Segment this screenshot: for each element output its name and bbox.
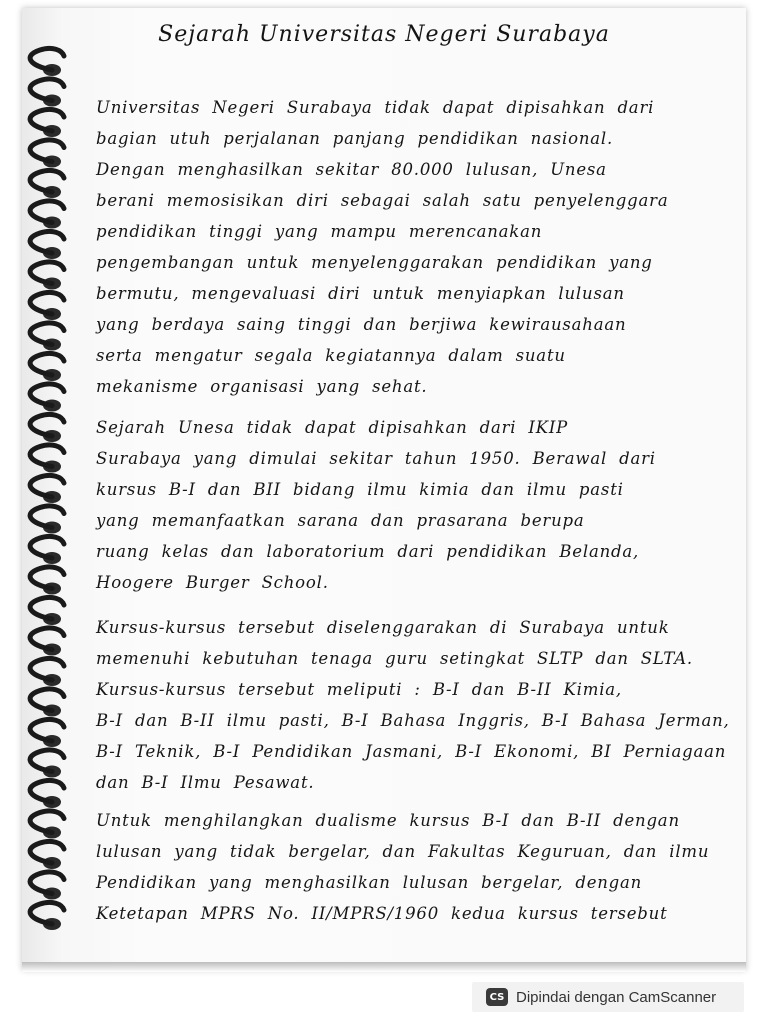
spiral-binding-icon <box>0 40 80 940</box>
text-line: Hoogere Burger School. <box>96 573 329 592</box>
text-line: yang berdaya saing tinggi dan berjiwa kewirausahaan <box>96 315 627 334</box>
page-shadow <box>22 962 746 972</box>
text-line: Sejarah Unesa tidak dapat dipisahkan dari IKIP <box>96 418 569 437</box>
text-line: ruang kelas dan laboratorium dari pendidikan Belanda, <box>96 542 640 561</box>
text-line: Surabaya yang dimulai sekitar tahun 1950. Berawal dari <box>96 449 656 468</box>
camscanner-icon: CS <box>486 988 508 1006</box>
text-line: pengembangan untuk menyelenggarakan pendidikan yang <box>96 253 653 272</box>
text-line: Pendidikan yang menghasilkan lulusan bergelar, dengan <box>96 873 643 892</box>
text-line: dan B-I Ilmu Pesawat. <box>96 773 315 792</box>
paragraph-3 <box>96 612 736 798</box>
text-line: bagian utuh perjalanan panjang pendidikan nasional. <box>96 129 614 148</box>
text-line: kursus B-I dan BII bidang ilmu kimia dan ilmu pasti <box>96 480 624 499</box>
text-line: Untuk menghilangkan dualisme kursus B-I dan B-II dengan <box>96 811 680 830</box>
camscanner-badge <box>472 982 744 1012</box>
text-line: B-I Teknik, B-I Pendidikan Jasmani, B-I Ekonomi, BI Perniagaan <box>96 742 727 761</box>
page-title: Sejarah Universitas Negeri Surabaya <box>158 22 610 47</box>
text-line: memenuhi kebutuhan tenaga guru setingkat SLTP dan SLTA. <box>96 649 693 668</box>
text-line: mekanisme organisasi yang sehat. <box>96 377 428 396</box>
text-line: Universitas Negeri Surabaya tidak dapat dipisahkan dari <box>96 98 655 117</box>
text-line: berani memosisikan diri sebagai salah satu penyelenggara <box>96 191 669 210</box>
text-line: Kursus-kursus tersebut meliputi : B-I dan B-II Kimia, <box>96 680 622 699</box>
text-line: bermutu, mengevaluasi diri untuk menyiapkan lulusan <box>96 284 625 303</box>
text-line: Dengan menghasilkan sekitar 80.000 lulusan, Unesa <box>96 160 607 179</box>
text-line: lulusan yang tidak bergelar, dan Fakultas Keguruan, dan ilmu <box>96 842 710 861</box>
paragraph-1 <box>96 92 736 402</box>
text-line: B-I dan B-II ilmu pasti, B-I Bahasa Inggris, B-I Bahasa Jerman, <box>96 711 730 730</box>
scanner-label: Dipindai dengan CamScanner <box>516 988 717 1006</box>
text-line: serta mengatur segala kegiatannya dalam suatu <box>96 346 566 365</box>
text-line: yang memanfaatkan sarana dan prasarana berupa <box>96 511 585 530</box>
paragraph-2 <box>96 412 736 598</box>
text-line: Ketetapan MPRS No. II/MPRS/1960 kedua kursus tersebut <box>96 904 668 923</box>
text-line: pendidikan tinggi yang mampu merencanakan <box>96 222 543 241</box>
paragraph-4 <box>96 805 736 929</box>
text-line: Kursus-kursus tersebut diselenggarakan di Surabaya untuk <box>96 618 670 637</box>
